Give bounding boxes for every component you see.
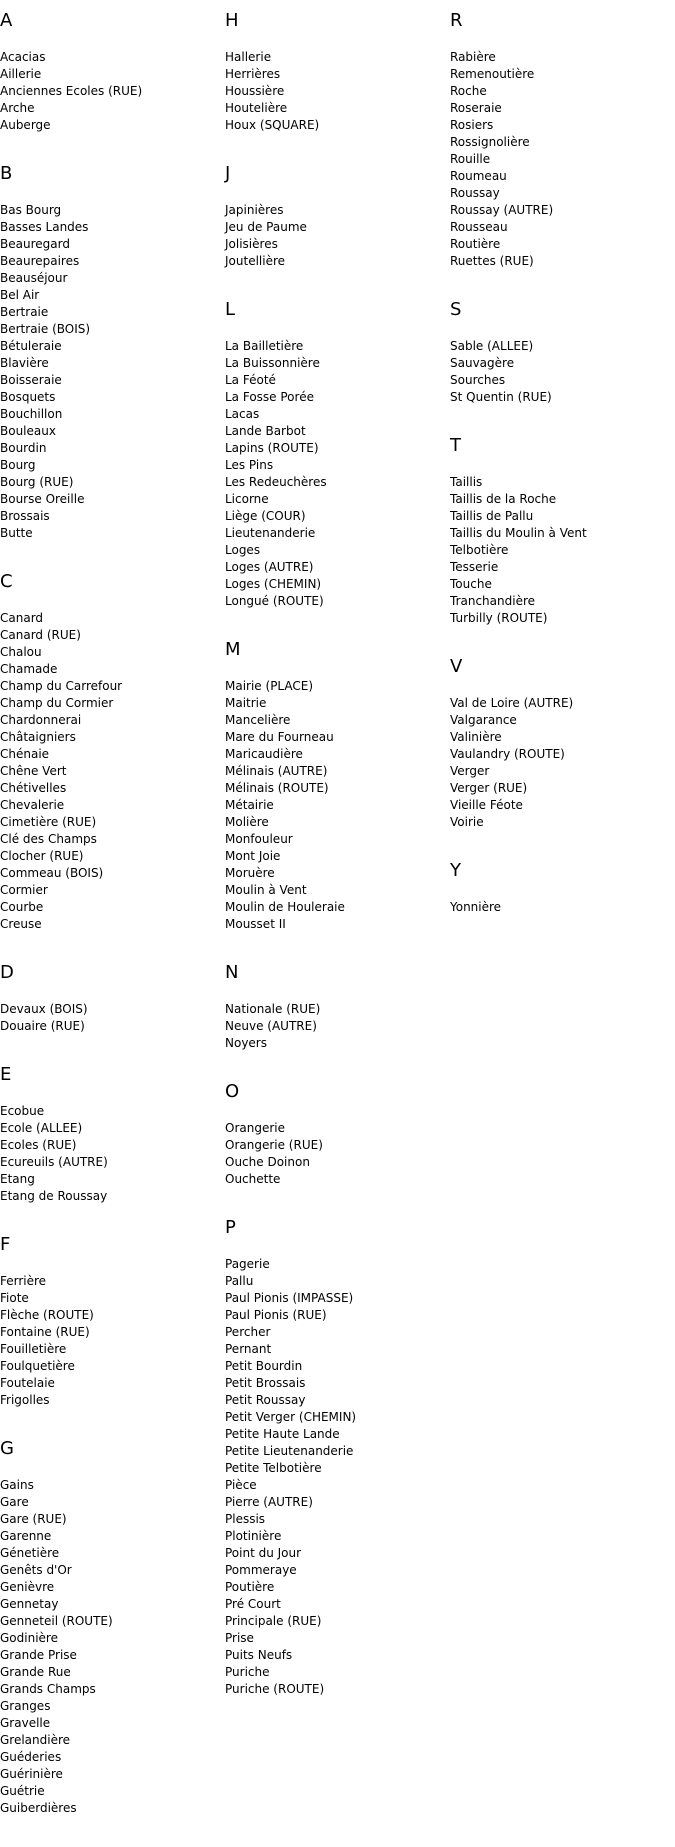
street-name: Houssière xyxy=(225,84,285,98)
street-name: Anciennes Ecoles (RUE) xyxy=(0,84,143,98)
street-name: Guétrie xyxy=(0,1784,45,1798)
street-name: Sable (ALLEE) xyxy=(450,339,534,353)
street-name: Fiote xyxy=(0,1291,29,1305)
street-name: Pièce xyxy=(225,1478,257,1492)
letter-heading: G xyxy=(0,1438,14,1459)
street-name: Courbe xyxy=(0,900,44,914)
street-name: La Buissonnière xyxy=(225,356,320,370)
street-name: Houx (SQUARE) xyxy=(225,118,320,132)
letter-group-j xyxy=(225,164,445,270)
letter-group-n xyxy=(225,963,445,1052)
street-name: Paul Pionis (RUE) xyxy=(225,1308,327,1322)
street-name: Acacias xyxy=(0,50,46,64)
letter-heading: O xyxy=(225,1081,240,1102)
street-name: Génetière xyxy=(0,1546,60,1560)
street-name: Noyers xyxy=(225,1036,267,1050)
street-name: Bosquets xyxy=(0,390,56,404)
letter-heading: L xyxy=(225,299,236,320)
street-name: Clé des Champs xyxy=(0,832,97,846)
street-list xyxy=(0,610,220,933)
street-name: Fontaine (RUE) xyxy=(0,1325,90,1339)
street-name: Granges xyxy=(0,1699,51,1713)
street-name: St Quentin (RUE) xyxy=(450,390,552,404)
street-name: Brossais xyxy=(0,509,50,523)
street-name: Douaire (RUE) xyxy=(0,1019,85,1033)
street-name: Petite Lieutenanderie xyxy=(225,1444,354,1458)
street-name: Bouleaux xyxy=(0,424,56,438)
letter-group-b xyxy=(0,164,220,542)
street-list xyxy=(0,1001,220,1035)
street-name: Rouille xyxy=(450,152,491,166)
street-list xyxy=(0,1477,220,1817)
street-name: Tesserie xyxy=(450,560,499,574)
street-name: Routière xyxy=(450,237,501,251)
street-name: Ruettes (RUE) xyxy=(450,254,534,268)
street-name: Voirie xyxy=(450,815,484,829)
street-name: Liège (COUR) xyxy=(225,509,306,523)
letter-heading: R xyxy=(450,10,463,31)
street-name: Grande Prise xyxy=(0,1648,77,1662)
street-name: Moruère xyxy=(225,866,275,880)
street-name: Remenoutière xyxy=(450,67,535,81)
street-name: Mancelière xyxy=(225,713,291,727)
street-list xyxy=(225,1256,445,1698)
street-name: Valgarance xyxy=(450,713,517,727)
street-name: Bourg xyxy=(0,458,36,472)
street-name: Jeu de Paume xyxy=(225,220,307,234)
street-name: Butte xyxy=(0,526,33,540)
street-name: Taillis de la Roche xyxy=(450,492,557,506)
street-name: Boisseraie xyxy=(0,373,62,387)
street-name: La Féoté xyxy=(225,373,276,387)
street-name: Petite Haute Lande xyxy=(225,1427,340,1441)
street-list xyxy=(0,1103,220,1205)
letter-group-h xyxy=(225,11,445,134)
letter-heading: P xyxy=(225,1217,236,1238)
street-name: La Fosse Porée xyxy=(225,390,314,404)
street-name: Ecole (ALLEE) xyxy=(0,1121,83,1135)
street-name: Plotinière xyxy=(225,1529,282,1543)
letter-group-e xyxy=(0,1065,220,1205)
street-name: Yonnière xyxy=(450,900,502,914)
letter-group-g xyxy=(0,1439,220,1817)
street-name: Ferrière xyxy=(0,1274,47,1288)
street-name: Rossignolière xyxy=(450,135,530,149)
street-name: Point du Jour xyxy=(225,1546,302,1560)
street-name: Orangerie xyxy=(225,1121,285,1135)
street-name: Sourches xyxy=(450,373,506,387)
letter-heading: B xyxy=(0,163,13,184)
street-name: Genêts d'Or xyxy=(0,1563,72,1577)
index-column-2 xyxy=(225,0,445,1728)
street-name: Taillis du Moulin à Vent xyxy=(450,526,587,540)
letter-heading: C xyxy=(0,571,13,592)
street-name: Clocher (RUE) xyxy=(0,849,84,863)
street-name: Bas Bourg xyxy=(0,203,62,217)
street-name: Ecoles (RUE) xyxy=(0,1138,77,1152)
street-name: Canard (RUE) xyxy=(0,628,81,642)
index-column-1 xyxy=(0,0,220,1847)
street-name: Métairie xyxy=(225,798,274,812)
street-name: Chénaie xyxy=(0,747,50,761)
letter-group-r xyxy=(450,11,670,270)
street-name: Turbilly (ROUTE) xyxy=(450,611,548,625)
street-name: Etang de Roussay xyxy=(0,1189,108,1203)
street-name: Rousseau xyxy=(450,220,508,234)
street-name: Gare (RUE) xyxy=(0,1512,67,1526)
street-name: Petit Bourdin xyxy=(225,1359,303,1373)
street-name: Joutellière xyxy=(225,254,286,268)
street-name: Fouilletière xyxy=(0,1342,67,1356)
street-name: Poutière xyxy=(225,1580,275,1594)
street-name: Arche xyxy=(0,101,35,115)
street-name: Telbotière xyxy=(450,543,509,557)
street-list xyxy=(450,49,670,270)
index-column-3 xyxy=(450,0,670,946)
street-name: Champ du Carrefour xyxy=(0,679,123,693)
street-name: Orangerie (RUE) xyxy=(225,1138,323,1152)
letter-group-t xyxy=(450,436,670,627)
letter-heading: N xyxy=(225,962,239,983)
street-name: Maitrie xyxy=(225,696,267,710)
letter-heading: A xyxy=(0,10,13,31)
letter-group-o xyxy=(225,1082,445,1188)
street-name: Herrières xyxy=(225,67,281,81)
street-name: Cimetière (RUE) xyxy=(0,815,97,829)
street-name: Roumeau xyxy=(450,169,507,183)
street-list xyxy=(225,338,445,610)
street-name: Licorne xyxy=(225,492,269,506)
street-name: Puriche xyxy=(225,1665,270,1679)
street-name: Bétuleraie xyxy=(0,339,62,353)
street-name: Champ du Cormier xyxy=(0,696,114,710)
street-name: Foulquetière xyxy=(0,1359,75,1373)
street-name: Petite Telbotière xyxy=(225,1461,322,1475)
street-name: Verger (RUE) xyxy=(450,781,528,795)
street-name: Taillis de Pallu xyxy=(450,509,534,523)
street-name: Grands Champs xyxy=(0,1682,96,1696)
street-name: Lacas xyxy=(225,407,260,421)
street-name: Prise xyxy=(225,1631,254,1645)
street-name: Roussay (AUTRE) xyxy=(450,203,554,217)
street-name: Mousset II xyxy=(225,917,286,931)
letter-group-p xyxy=(225,1218,445,1698)
street-name: Bertraie (BOIS) xyxy=(0,322,91,336)
street-name: Neuve (AUTRE) xyxy=(225,1019,317,1033)
street-name: Monfouleur xyxy=(225,832,293,846)
street-name: Aillerie xyxy=(0,67,42,81)
street-name: Molière xyxy=(225,815,269,829)
street-name: Grelandière xyxy=(0,1733,71,1747)
street-name: Gravelle xyxy=(0,1716,51,1730)
letter-group-s xyxy=(450,300,670,406)
street-name: Ecureuils (AUTRE) xyxy=(0,1155,108,1169)
street-name: Moulin de Houleraie xyxy=(225,900,345,914)
street-name: Mairie (PLACE) xyxy=(225,679,314,693)
street-name: Les Pins xyxy=(225,458,274,472)
street-name: Bouchillon xyxy=(0,407,63,421)
street-name: Lapins (ROUTE) xyxy=(225,441,319,455)
street-name: Châtaigniers xyxy=(0,730,76,744)
street-name: Blavière xyxy=(0,356,49,370)
street-name: Mélinais (ROUTE) xyxy=(225,781,329,795)
street-name: Moulin à Vent xyxy=(225,883,307,897)
street-name: Mélinais (AUTRE) xyxy=(225,764,328,778)
street-name: Genièvre xyxy=(0,1580,55,1594)
street-name: Principale (RUE) xyxy=(225,1614,322,1628)
letter-group-y xyxy=(450,861,670,916)
street-name: Cormier xyxy=(0,883,48,897)
street-name: Verger xyxy=(450,764,490,778)
street-name: Puits Neufs xyxy=(225,1648,293,1662)
street-name: Chétivelles xyxy=(0,781,67,795)
street-name: Ouchette xyxy=(225,1172,281,1186)
letter-heading: S xyxy=(450,299,462,320)
street-name: Bertraie xyxy=(0,305,49,319)
street-name: Paul Pionis (IMPASSE) xyxy=(225,1291,354,1305)
street-name: Roseraie xyxy=(450,101,502,115)
street-name: Creuse xyxy=(0,917,42,931)
street-name: Garenne xyxy=(0,1529,52,1543)
street-name: Chamade xyxy=(0,662,58,676)
street-name: Houtelière xyxy=(225,101,288,115)
letter-group-c xyxy=(0,572,220,933)
street-name: Godinière xyxy=(0,1631,58,1645)
street-list xyxy=(0,49,220,134)
street-name: Roche xyxy=(450,84,487,98)
street-name: Genneteil (ROUTE) xyxy=(0,1614,113,1628)
street-name: La Bailletière xyxy=(225,339,304,353)
street-name: Beauregard xyxy=(0,237,70,251)
street-name: Nationale (RUE) xyxy=(225,1002,321,1016)
street-name: Frigolles xyxy=(0,1393,50,1407)
street-list xyxy=(225,202,445,270)
street-name: Etang xyxy=(0,1172,35,1186)
street-name: Taillis xyxy=(450,475,483,489)
letter-heading: Y xyxy=(450,860,461,881)
street-name: Pommeraye xyxy=(225,1563,297,1577)
street-name: Lieutenanderie xyxy=(225,526,316,540)
street-name: Plessis xyxy=(225,1512,266,1526)
street-name: Commeau (BOIS) xyxy=(0,866,104,880)
street-name: Foutelaie xyxy=(0,1376,55,1390)
letter-group-m xyxy=(225,640,445,933)
street-name: Vieille Féote xyxy=(450,798,523,812)
street-name: Mare du Fourneau xyxy=(225,730,334,744)
street-name: Beaurepaires xyxy=(0,254,80,268)
letter-group-a xyxy=(0,11,220,134)
street-name: Pré Court xyxy=(225,1597,281,1611)
street-name: Hallerie xyxy=(225,50,272,64)
street-list xyxy=(225,678,445,933)
street-name: Guérinière xyxy=(0,1767,63,1781)
street-name: Mont Joie xyxy=(225,849,281,863)
street-name: Puriche (ROUTE) xyxy=(225,1682,325,1696)
street-name: Bourse Oreille xyxy=(0,492,85,506)
street-list xyxy=(225,1001,445,1052)
street-name: Loges (AUTRE) xyxy=(225,560,314,574)
street-name: Maricaudière xyxy=(225,747,303,761)
street-list xyxy=(450,338,670,406)
street-name: Beauséjour xyxy=(0,271,68,285)
street-name: Chevalerie xyxy=(0,798,65,812)
street-name: Loges (CHEMIN) xyxy=(225,577,322,591)
letter-heading: D xyxy=(0,962,14,983)
street-name: Petit Roussay xyxy=(225,1393,306,1407)
street-name: Ouche Doinon xyxy=(225,1155,310,1169)
street-name: Pagerie xyxy=(225,1257,270,1271)
street-list xyxy=(450,899,670,916)
letter-heading: H xyxy=(225,10,239,31)
street-list xyxy=(225,49,445,134)
street-name: Grande Rue xyxy=(0,1665,71,1679)
street-name: Roussay xyxy=(450,186,500,200)
letter-heading: T xyxy=(450,435,461,456)
street-name: Bourg (RUE) xyxy=(0,475,74,489)
street-name: Tranchandière xyxy=(450,594,536,608)
street-name: Guéderies xyxy=(0,1750,62,1764)
letter-heading: F xyxy=(0,1234,11,1255)
street-name: Flèche (ROUTE) xyxy=(0,1308,94,1322)
letter-heading: E xyxy=(0,1064,12,1085)
street-name: Les Redeuchères xyxy=(225,475,327,489)
street-name: Gare xyxy=(0,1495,29,1509)
street-name: Pierre (AUTRE) xyxy=(225,1495,313,1509)
street-name: Gains xyxy=(0,1478,34,1492)
street-list xyxy=(0,202,220,542)
letter-group-d xyxy=(0,963,220,1035)
street-name: Pernant xyxy=(225,1342,272,1356)
street-name: Touche xyxy=(450,577,492,591)
street-name: Petit Brossais xyxy=(225,1376,306,1390)
street-name: Bel Air xyxy=(0,288,40,302)
street-name: Vaulandry (ROUTE) xyxy=(450,747,565,761)
street-name: Rosiers xyxy=(450,118,494,132)
street-name: Japinières xyxy=(225,203,284,217)
street-name: Val de Loire (AUTRE) xyxy=(450,696,574,710)
street-name: Sauvagère xyxy=(450,356,515,370)
street-name: Jolisières xyxy=(225,237,278,251)
street-name: Canard xyxy=(0,611,44,625)
street-name: Auberge xyxy=(0,118,51,132)
letter-heading: M xyxy=(225,639,241,660)
street-name: Chêne Vert xyxy=(0,764,67,778)
street-name: Devaux (BOIS) xyxy=(0,1002,88,1016)
street-name: Loges xyxy=(225,543,261,557)
street-name: Bourdin xyxy=(0,441,47,455)
street-name: Chardonnerai xyxy=(0,713,82,727)
street-list xyxy=(450,474,670,627)
street-name: Lande Barbot xyxy=(225,424,306,438)
street-list xyxy=(225,1120,445,1188)
street-name: Rabière xyxy=(450,50,496,64)
street-list xyxy=(0,1273,220,1409)
street-name: Pallu xyxy=(225,1274,254,1288)
street-name: Basses Landes xyxy=(0,220,89,234)
street-name: Gennetay xyxy=(0,1597,59,1611)
letter-heading: V xyxy=(450,656,463,677)
street-name: Ecobue xyxy=(0,1104,45,1118)
street-name: Guiberdières xyxy=(0,1801,77,1815)
letter-group-f xyxy=(0,1235,220,1409)
letter-heading: J xyxy=(225,163,231,184)
street-name: Petit Verger (CHEMIN) xyxy=(225,1410,357,1424)
street-list xyxy=(450,695,670,831)
street-name: Percher xyxy=(225,1325,271,1339)
letter-group-l xyxy=(225,300,445,610)
street-name: Valinière xyxy=(450,730,502,744)
street-name: Chalou xyxy=(0,645,42,659)
street-name: Longué (ROUTE) xyxy=(225,594,324,608)
letter-group-v xyxy=(450,657,670,831)
